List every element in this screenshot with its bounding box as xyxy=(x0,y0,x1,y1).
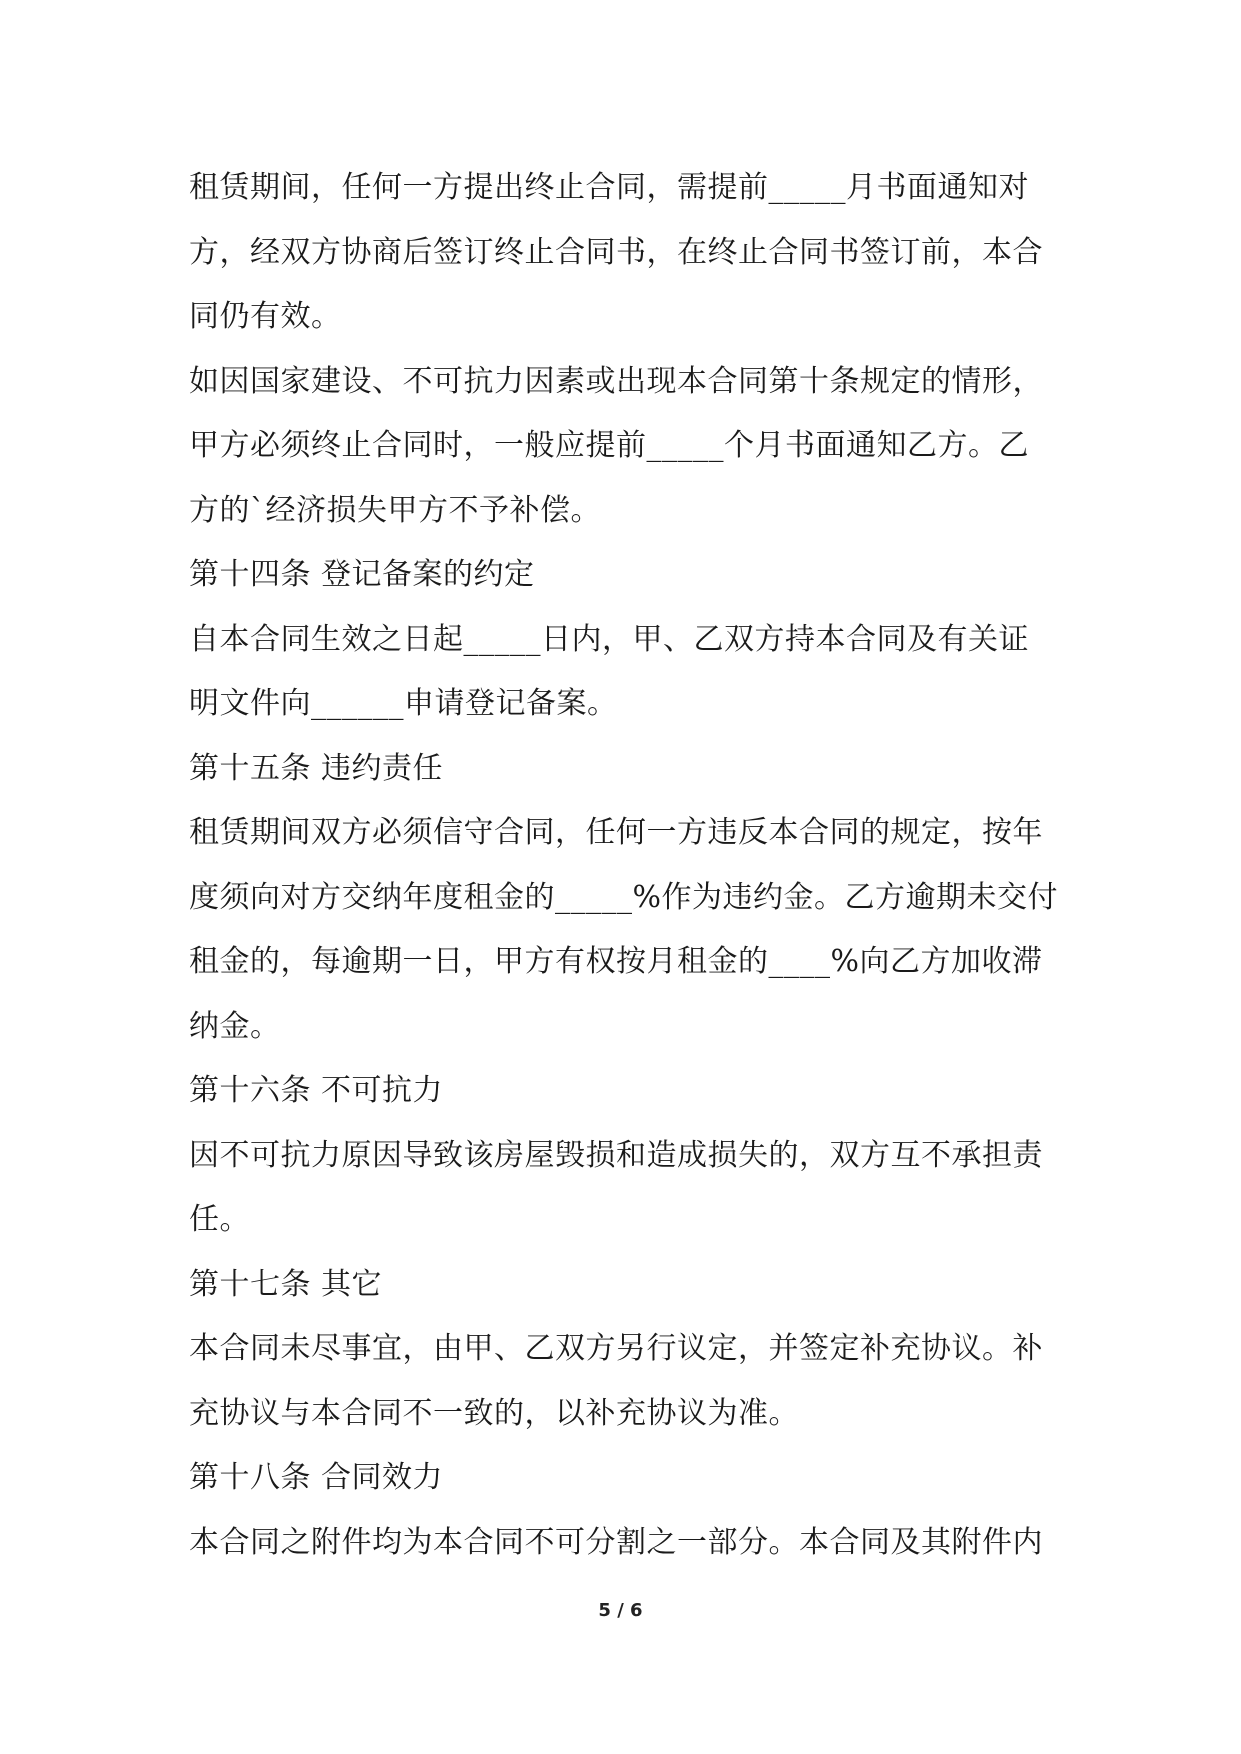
text-line: 甲方必须终止合同时，一般应提前_____个月书面通知乙方。乙 xyxy=(189,428,1029,463)
text-line: 纳金。 xyxy=(189,1008,281,1044)
text-line: 本合同之附件均为本合同不可分割之一部分。本合同及其附件内 xyxy=(189,1524,1043,1560)
text-line: 度须向对方交纳年度租金的_____%作为违约金。乙方逾期未交付 xyxy=(189,879,1059,915)
document-body xyxy=(189,156,1059,1575)
text-line: 因不可抗力原因导致该房屋毁损和造成损失的，双方互不承担责 xyxy=(189,1137,1043,1173)
text-line: 充协议与本合同不一致的，以补充协议为准。 xyxy=(189,1395,799,1431)
text-line: 同仍有效。 xyxy=(189,299,342,334)
text-line: 如因国家建设、不可抗力因素或出现本合同第十条规定的情形， xyxy=(189,363,1043,399)
text-line: 方，经双方协商后签订终止合同书，在终止合同书签订前，本合 xyxy=(189,234,1043,270)
section-heading: 第十五条 违约责任 xyxy=(189,750,444,786)
text-line: 方的`经济损失甲方不予补偿。 xyxy=(189,492,601,528)
section-heading: 第十六条 不可抗力 xyxy=(189,1073,444,1108)
text-line: 任。 xyxy=(189,1202,250,1237)
page-number: 5 / 6 xyxy=(598,1600,643,1621)
section-heading: 第十七条 其它 xyxy=(189,1266,383,1302)
text-line: 租金的，每逾期一日，甲方有权按月租金的____%向乙方加收滞 xyxy=(189,944,1043,979)
section-heading: 第十八条 合同效力 xyxy=(189,1460,444,1495)
text-line: 明文件向______申请登记备案。 xyxy=(189,686,618,721)
text-line: 租赁期间双方必须信守合同，任何一方违反本合同的规定，按年 xyxy=(189,815,1043,850)
text-line: 本合同未尽事宜，由甲、乙双方另行议定，并签定补充协议。补 xyxy=(189,1331,1043,1366)
text-line: 租赁期间，任何一方提出终止合同，需提前_____月书面通知对 xyxy=(189,170,1029,205)
section-heading: 第十四条 登记备案的约定 xyxy=(189,557,535,592)
text-line: 自本合同生效之日起_____日内，甲、乙双方持本合同及有关证 xyxy=(189,621,1029,657)
